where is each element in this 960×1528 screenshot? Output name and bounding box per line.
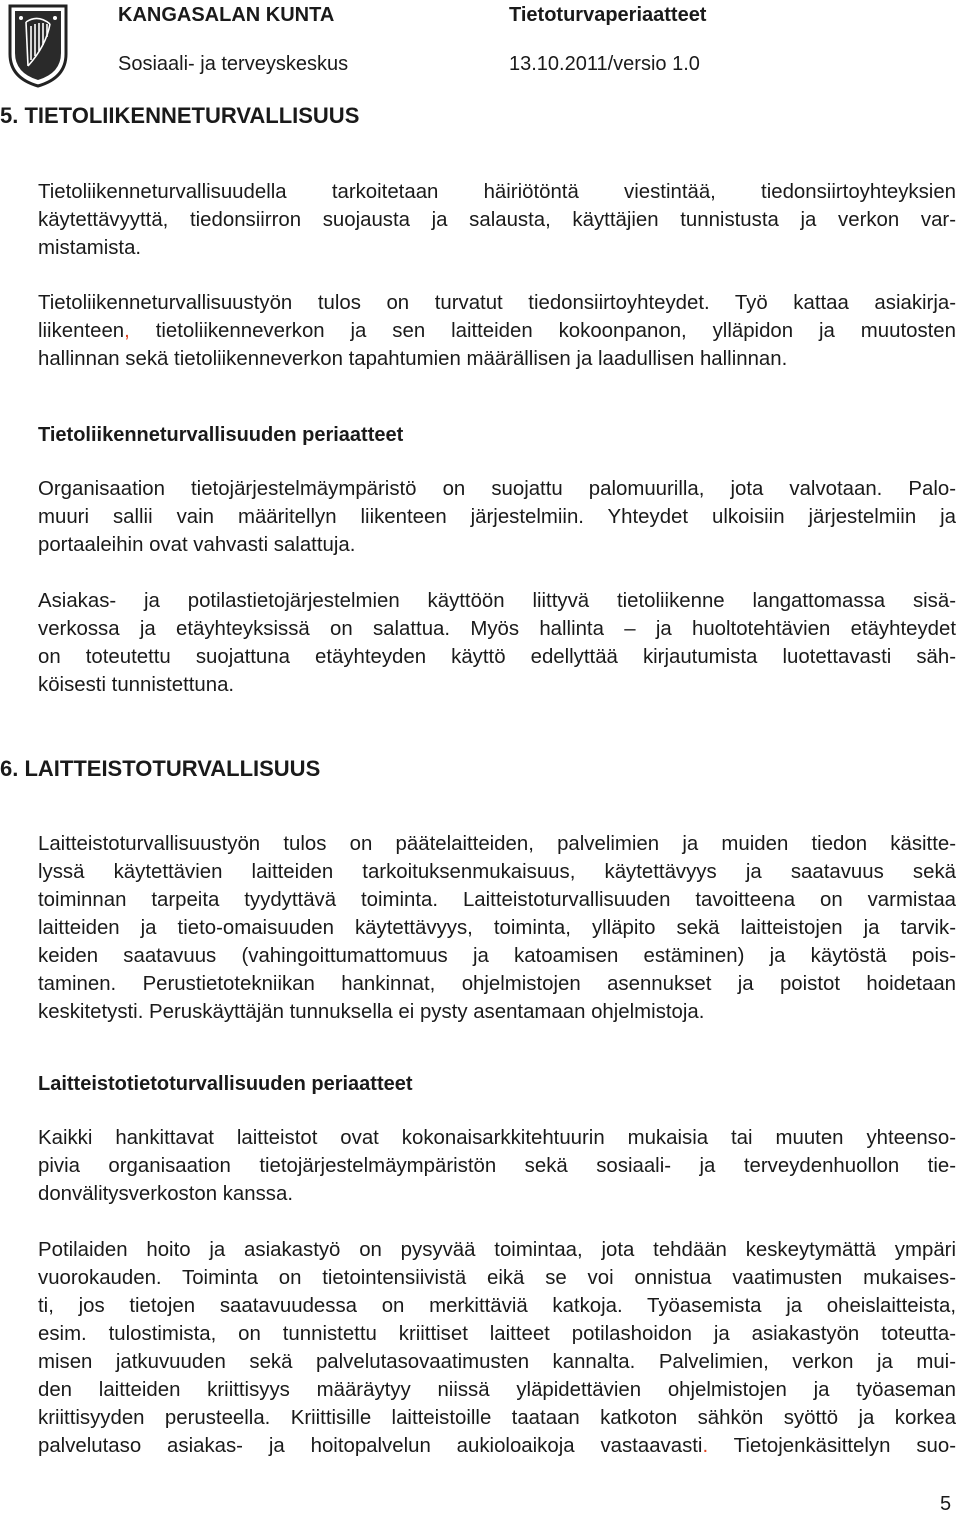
- text-line: Tietoliikenneturvallisuustyön tulos on turvatut tiedonsiirtoyhteydet. Työ kattaa asiakirja-: [38, 292, 956, 314]
- text-line: taminen. Perustietotekniikan hankinnat, ohjelmistojen asennukset ja poistot hoidetaan: [38, 973, 956, 995]
- section-5-paragraph-3: [38, 475, 956, 559]
- text-fragment: liikenteen: [38, 320, 125, 342]
- text-line: [38, 317, 956, 345]
- text-line: pivia organisaation tietojärjestelmäympäristön sekä sosiaali- ja terveydenhuollon tie-: [38, 1155, 956, 1177]
- text-line: hallinnan sekä tietoliikenneverkon tapahtumien määrällisen ja laadullisen hallinnan.: [38, 348, 788, 370]
- text-line: Asiakas- ja potilastietojärjestelmien käyttöön liittyvä tietoliikenne langattomassa sisä-: [38, 590, 956, 612]
- text-line: keiden saatavuus (vahingoittumattomuus ja katoamisen estäminen) ja käytöstä pois-: [38, 945, 956, 967]
- text-line: Laitteistoturvallisuustyön tulos on päätelaitteiden, palvelimien ja muiden tiedon käsitte-: [38, 833, 956, 855]
- text-line: mistamista.: [38, 237, 142, 259]
- section-6-heading: 6. LAITTEISTOTURVALLISUUS: [0, 756, 321, 781]
- section-5-paragraph-2: [38, 289, 956, 373]
- text-line: laitteiden ja tieto-omaisuuden käytettävyys, toiminta, ylläpito sekä laitteistojen ja tarvik-: [38, 917, 956, 939]
- text-line: Kaikki hankittavat laitteistot ovat kokonaisarkkitehtuurin mukaisia tai muuten yhteenso-: [38, 1127, 956, 1149]
- red-comma: ,: [124, 320, 130, 342]
- section-5-heading: 5. TIETOLIIKENNETURVALLISUUS: [0, 103, 360, 128]
- text-line: muuri sallii vain määritellyn liikenteen järjestelmiin. Yhteydet ulkoisiin järjestelmiin ja: [38, 506, 956, 528]
- section-6-paragraph-1: [38, 830, 956, 1026]
- text-line: vuorokauden. Toiminta on tietointensiivistä eikä se voi onnistua vaatimusten mukaises-: [38, 1267, 956, 1289]
- municipality-crest-logo: [6, 2, 70, 88]
- text-line: Organisaation tietojärjestelmäympäristö on suojattu palomuurilla, jota valvotaan. Palo-: [38, 478, 956, 500]
- red-period: .: [702, 1435, 709, 1457]
- header-date-version: 13.10.2011/versio 1.0: [509, 53, 700, 75]
- section-5-paragraph-1: [38, 178, 956, 262]
- text-line: esim. tulostimista, on tunnistettu kriittiset laitteet potilashoidon ja asiakastyön toteutta-: [38, 1323, 956, 1345]
- text-line: käytettävyyttä, tiedonsiirron suojausta ja salausta, käyttäjien tunnistusta ja verkon var-: [38, 209, 956, 231]
- page-number: 5: [940, 1493, 952, 1515]
- text-line: köisesti tunnistettuna.: [38, 674, 235, 696]
- text-fragment: tietoliikenneverkon ja sen laitteiden kokoonpanon, ylläpidon ja muutosten: [129, 320, 956, 342]
- text-line: ti, jos tietojen saatavuudessa on merkittäviä katkoja. Työasemista ja oheislaitteista,: [38, 1295, 956, 1317]
- text-line: den laitteiden kriittisyys määräytyy niissä yläpidettävien ohjelmistojen ja työaseman: [38, 1379, 956, 1401]
- header-organization: KANGASALAN KUNTA: [118, 4, 335, 26]
- section-6-subheading: Laitteistotietoturvallisuuden periaatteet: [38, 1073, 413, 1095]
- text-line: keskitetysti. Peruskäyttäjän tunnuksella ei pysty asentamaan ohjelmistoja.: [38, 1001, 705, 1023]
- text-line: verkossa ja etäyhteyksissä on salattua. Myös hallinta – ja huoltotehtävien etäyhteydet: [38, 618, 956, 640]
- text-fragment: Tietojenkäsittelyn suo-: [708, 1435, 956, 1457]
- section-5-paragraph-4: [38, 587, 956, 699]
- text-line: Tietoliikenneturvallisuudella tarkoitetaan häiriötöntä viestintää, tiedonsiirtoyhteyksien: [38, 181, 956, 203]
- text-line: kriittisyyden perusteella. Kriittisille laitteistoille taataan katkoton sähkön syöttö ja korkea: [38, 1407, 956, 1429]
- text-line: misen jatkuvuuden sekä palvelutasovaatimusten kannalta. Palvelimien, verkon ja mui-: [38, 1351, 956, 1373]
- text-line: donvälitysverkoston kanssa.: [38, 1183, 294, 1205]
- section-6-paragraph-3: [38, 1236, 956, 1460]
- section-5-subheading: Tietoliikenneturvallisuuden periaatteet: [38, 424, 404, 446]
- header-unit: Sosiaali- ja terveyskeskus: [118, 53, 349, 75]
- text-line: toiminnan tarpeita tyydyttävä toiminta. Laitteistoturvallisuuden tavoitteena on varmistaa: [38, 889, 956, 911]
- section-6-paragraph-2: [38, 1124, 956, 1208]
- text-line: Potilaiden hoito ja asiakastyö on pysyvää toimintaa, jota tehdään keskeytymättä ympäri: [38, 1239, 956, 1261]
- header-document-title: Tietoturvaperiaatteet: [509, 4, 707, 26]
- text-line: portaaleihin ovat vahvasti salattuja.: [38, 534, 356, 556]
- text-line: lyssä käytettävien laitteiden tarkoituksenmukaisuus, käytettävyys ja saatavuus sekä: [38, 861, 956, 883]
- text-line: [38, 1432, 956, 1460]
- text-line: on toteutettu suojattuna etäyhteyden käyttö edellyttää kirjautumista luotettavasti säh-: [38, 646, 956, 668]
- text-fragment: palvelutaso asiakas- ja hoitopalvelun aukioloaikoja vastaavasti: [38, 1435, 703, 1457]
